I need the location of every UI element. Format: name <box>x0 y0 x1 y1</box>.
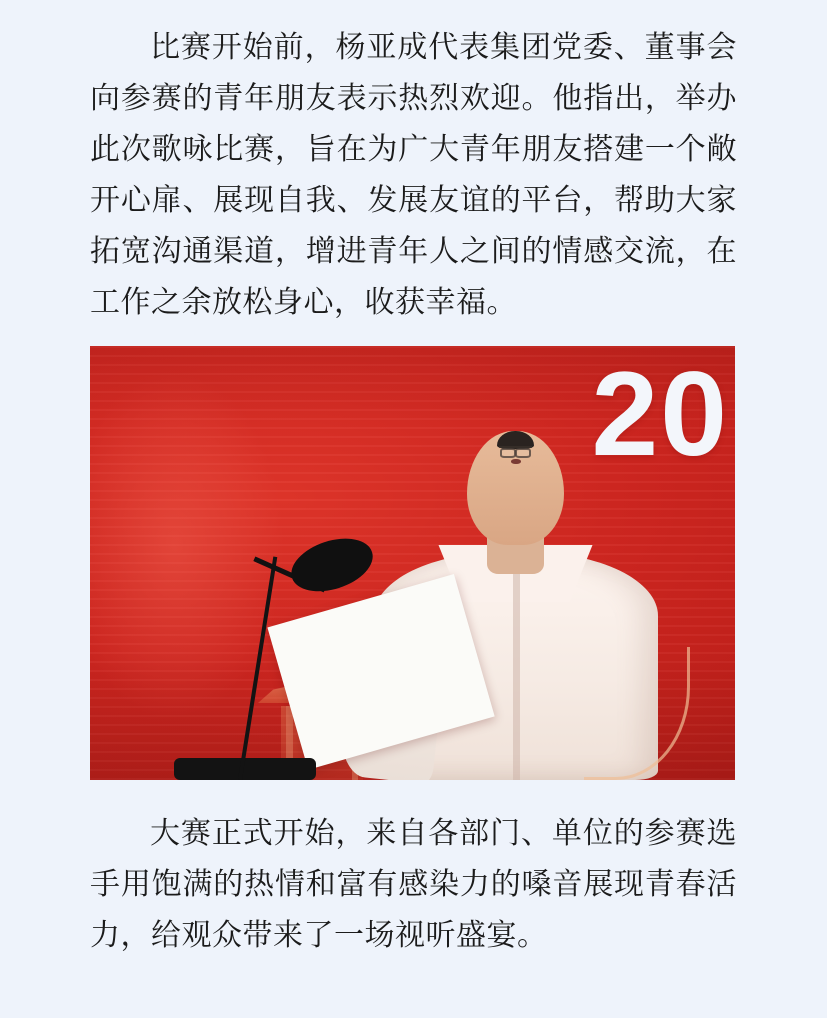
article-photo <box>90 346 735 780</box>
photo-backdrop <box>90 346 735 780</box>
glasses-lens-right <box>515 448 531 458</box>
speaker-head <box>467 431 563 545</box>
glasses-icon <box>499 446 532 454</box>
backdrop-glow <box>90 372 284 719</box>
speaker-mouth <box>511 459 522 464</box>
glasses-lens-left <box>500 448 516 458</box>
backdrop-number-text: 20 <box>591 347 729 481</box>
paragraph-intro: 比赛开始前，杨亚成代表集团党委、董事会向参赛的青年朋友表示热烈欢迎。他指出，举办此次歌咏比赛，旨在为广大青年朋友搭建一个敞开心扉、展现自我、发展友谊的平台，帮助大家拓宽沟通渠道，增进青年人之间的情感交流，在工作之余放松身心，收获幸福。 <box>90 30 737 320</box>
paragraph-contest: 大赛正式开始，来自各部门、单位的参赛选手用饱满的热情和富有感染力的嗓音展现青春活力，给观众带来了一场视听盛宴。 <box>90 816 737 953</box>
stage-cable <box>584 647 690 780</box>
microphone-icon <box>285 530 379 601</box>
speaker-shirt-placket <box>513 566 520 780</box>
